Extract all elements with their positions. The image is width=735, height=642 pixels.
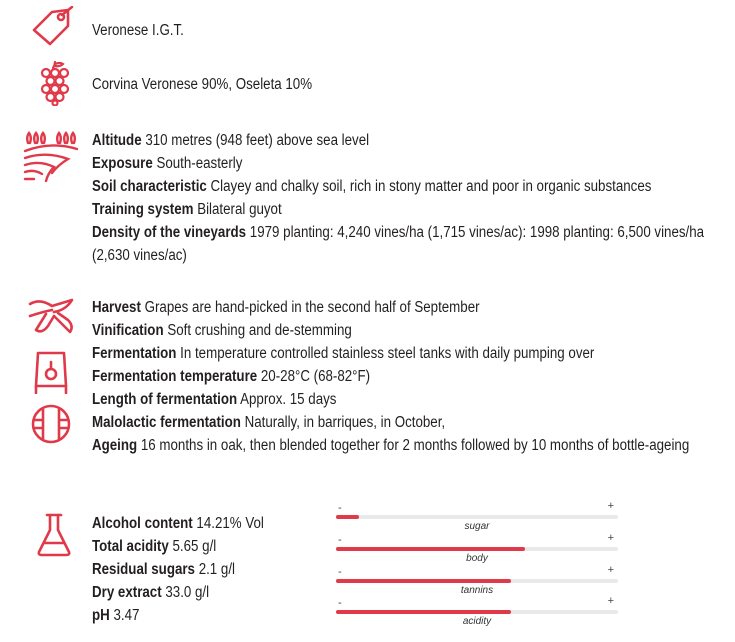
meter-fill — [336, 610, 511, 614]
grape-cluster-icon — [38, 60, 72, 106]
sugar-meter — [336, 500, 618, 540]
meter-label: body — [466, 553, 488, 564]
body-meter — [336, 532, 618, 572]
wine-barrel-icon — [30, 401, 72, 447]
dry-extract-line: Dry extract 33.0 g/l — [92, 584, 210, 601]
meter-minus: - — [338, 597, 342, 609]
meter-minus: - — [338, 502, 342, 514]
fermentation-line: Fermentation In temperature controlled stainless steel tanks with daily pumping over — [92, 345, 595, 362]
ph-line: pH 3.47 — [92, 607, 140, 624]
meter-label: tannins — [460, 585, 494, 596]
meter-fill — [336, 547, 525, 551]
meter-plus: + — [607, 500, 614, 512]
malolactic-line: Malolactic fermentation Naturally, in barriques, in October, — [92, 414, 446, 431]
training-system-line: Training system Bilateral guyot — [92, 201, 282, 218]
meter-track — [336, 515, 618, 519]
acidity-meter — [336, 595, 618, 635]
meter-label: sugar — [464, 521, 490, 532]
fermentation-temperature-line: Fermentation temperature 20-28°C (68-82°F) — [92, 368, 371, 385]
tannins-meter — [336, 564, 618, 604]
altitude-line: Altitude 310 metres (948 feet) above sea level — [92, 132, 370, 149]
meter-fill — [336, 515, 359, 519]
pruning-shears-icon — [26, 296, 78, 336]
meter-plus: + — [607, 532, 614, 544]
lab-flask-icon — [36, 512, 72, 558]
grape-varieties-text: Corvina Veronese 90%, Oseleta 10% — [92, 76, 313, 93]
classification-text: Veronese I.G.T. — [92, 22, 184, 39]
meter-plus: + — [607, 564, 614, 576]
alcohol-line: Alcohol content 14.21% Vol — [92, 515, 264, 532]
meter-track — [336, 547, 618, 551]
meter-minus: - — [338, 534, 342, 546]
meter-plus: + — [607, 595, 614, 607]
harvest-line: Harvest Grapes are hand-picked in the second half of September — [92, 299, 480, 316]
meter-minus: - — [338, 566, 342, 578]
meter-track — [336, 579, 618, 583]
fermentation-tank-icon — [32, 350, 70, 394]
vinification-line: Vinification Soft crushing and de-stemming — [92, 322, 352, 339]
vineyard-rows-icon — [22, 131, 80, 183]
vineyard-density-line: Density of the vineyards 1979 planting: 4,240 vines/ha (1,715 vines/ac): 1998 planting: 6,500 vines/ha (2,630 vines/ac) — [92, 224, 705, 264]
fermentation-length-line: Length of fermentation Approx. 15 days — [92, 391, 337, 408]
residual-sugars-line: Residual sugars 2.1 g/l — [92, 561, 236, 578]
price-tag-icon — [30, 6, 76, 52]
ageing-line: Ageing 16 months in oak, then blended together for 2 months followed by 10 months of bottle-ageing — [92, 437, 690, 454]
exposure-line: Exposure South-easterly — [92, 155, 243, 172]
meter-label: acidity — [462, 616, 492, 627]
meter-track — [336, 610, 618, 614]
meter-fill — [336, 579, 511, 583]
soil-line: Soil characteristic Clayey and chalky soil, rich in stony matter and poor in organic substances — [92, 178, 652, 195]
total-acidity-line: Total acidity 5.65 g/l — [92, 538, 217, 555]
